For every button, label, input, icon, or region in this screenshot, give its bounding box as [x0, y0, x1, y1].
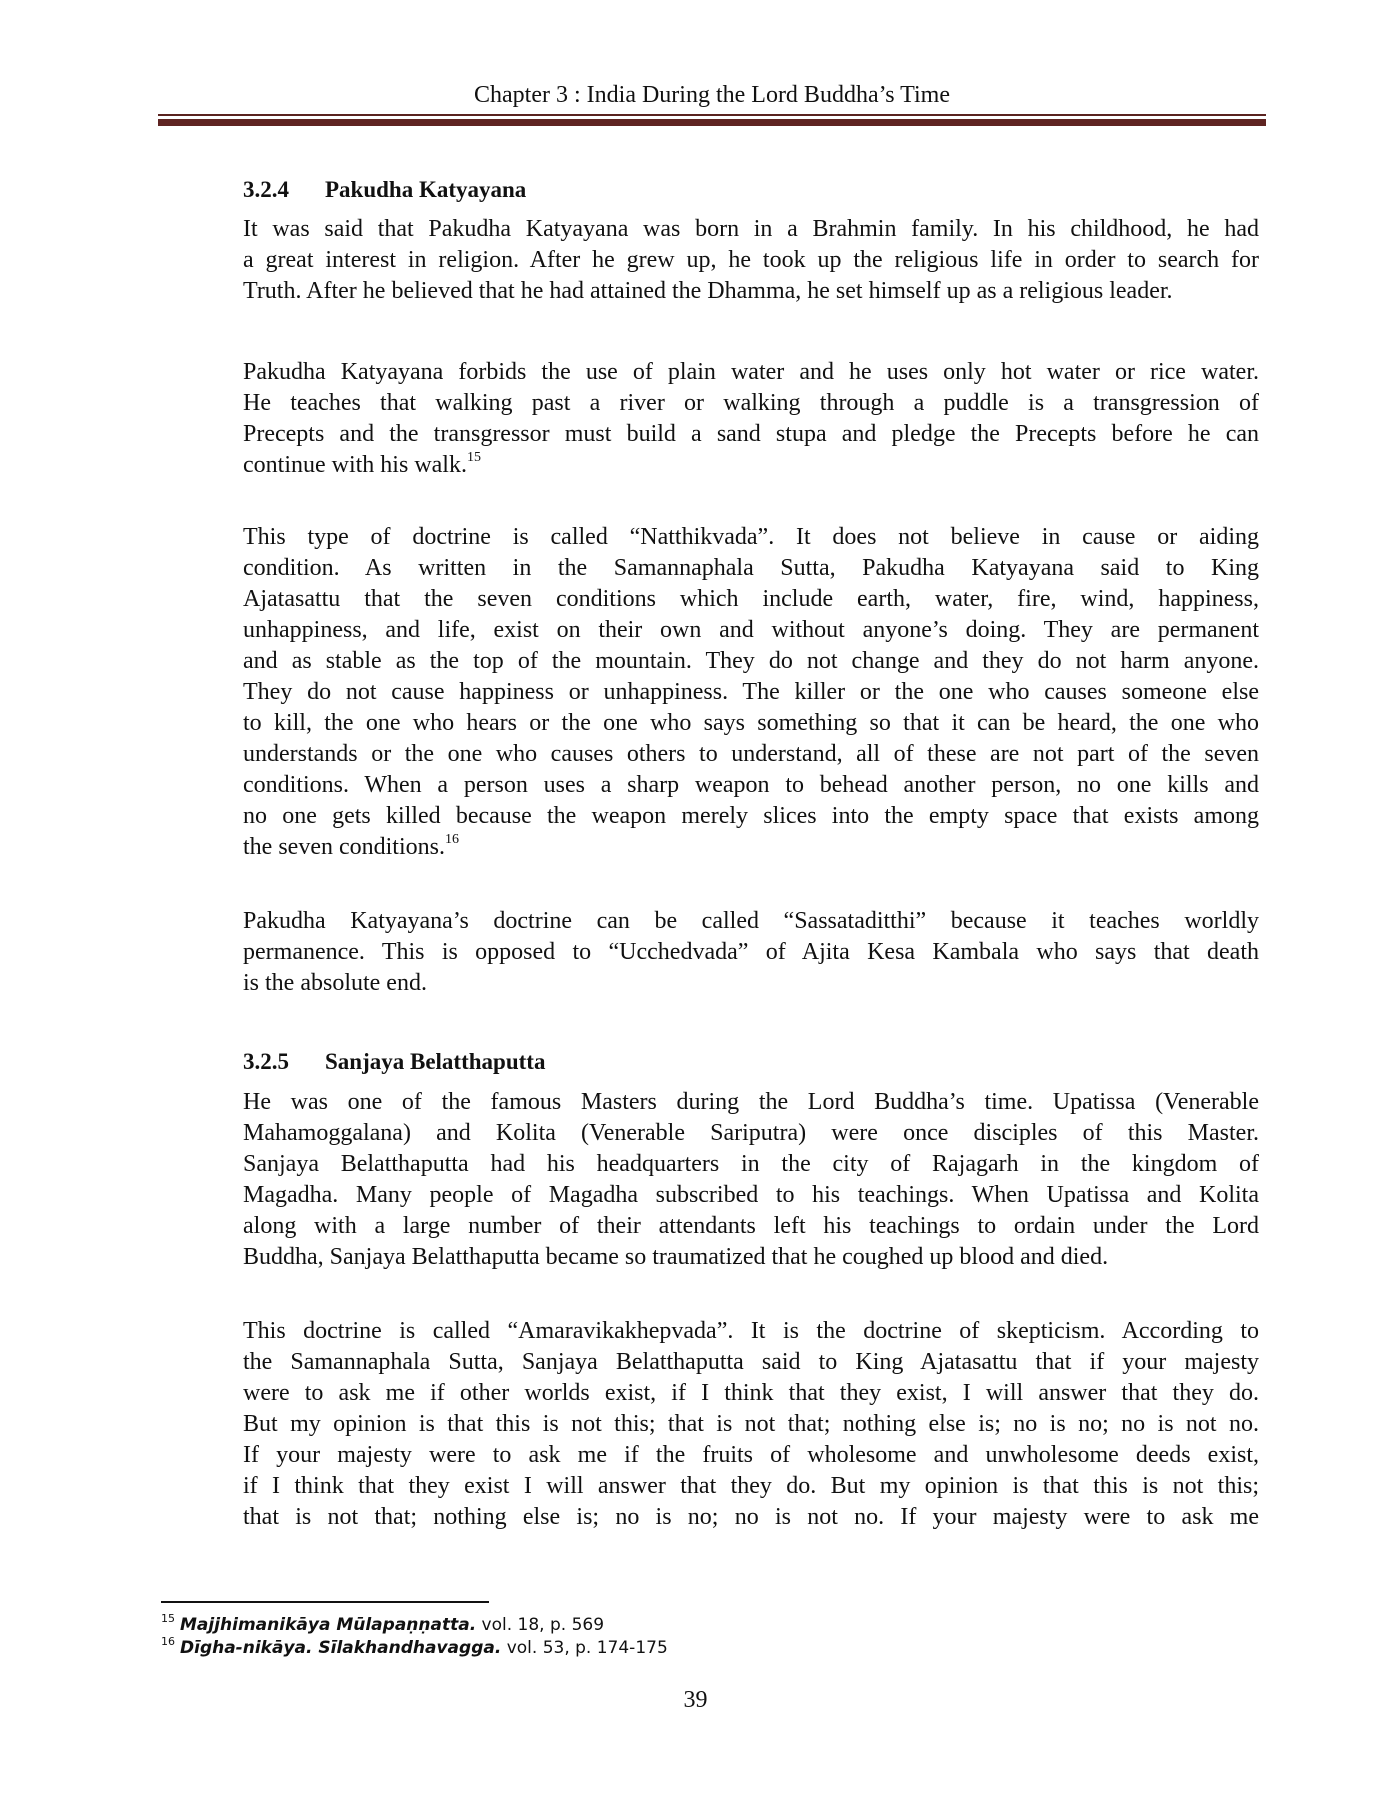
- footnote-16: [161, 1637, 668, 1659]
- paragraph: [243, 214, 1259, 307]
- text-line: if I think that they exist I will answer that they do. But my opinion is that this is not this;: [243, 1473, 1259, 1499]
- text-line: to kill, the one who hears or the one who says something so that it can be heard, the one who: [243, 710, 1259, 736]
- section-heading-3-2-5: [243, 1048, 545, 1076]
- footnote-source: Dīgha-nikāya. Sīlakhandhavagga.: [180, 1638, 502, 1658]
- section-number: 3.2.4: [243, 177, 289, 202]
- section-heading-3-2-4: [243, 176, 526, 204]
- text-line: along with a large number of their attendants left his teachings to ordain under the Lord: [243, 1213, 1259, 1239]
- text-line: This type of doctrine is called “Natthikvada”. It does not believe in cause or aiding: [243, 524, 1259, 550]
- paragraph: [243, 906, 1259, 999]
- text-line: and as stable as the top of the mountain. They do not change and they do not harm anyone.: [243, 648, 1259, 674]
- text-line: a great interest in religion. After he grew up, he took up the religious life in order to search for: [243, 247, 1259, 273]
- header-rule-thick: [158, 119, 1266, 126]
- text-line: Precepts and the transgressor must build a sand stupa and pledge the Precepts before he can: [243, 421, 1259, 447]
- footnote-source: Majjhimanikāya Mūlapaṇṇatta.: [180, 1615, 477, 1635]
- section-title: Pakudha Katyayana: [325, 177, 527, 202]
- text-line: But my opinion is that this is not this; that is not that; nothing else is; no is no; no is not no.: [243, 1411, 1259, 1437]
- text-line: This doctrine is called “Amaravikakhepvada”. It is the doctrine of skepticism. According to: [243, 1318, 1259, 1344]
- footnote-number: 16: [161, 1635, 175, 1648]
- line-text: the seven conditions.: [243, 834, 445, 860]
- text-line: He teaches that walking past a river or walking through a puddle is a transgression of: [243, 390, 1259, 416]
- footnote-ref-16[interactable]: 16: [444, 832, 459, 847]
- footnote-15: [161, 1614, 604, 1636]
- text-line: Sanjaya Belatthaputta had his headquarters in the city of Rajagarh in the kingdom of: [243, 1151, 1259, 1177]
- text-line: Ajatasattu that the seven conditions which include earth, water, fire, wind, happiness,: [243, 586, 1259, 612]
- text-line: If your majesty were to ask me if the fruits of wholesome and unwholesome deeds exist,: [243, 1442, 1259, 1468]
- text-line: [243, 832, 1259, 863]
- paragraph: [243, 522, 1259, 863]
- text-line: permanence. This is opposed to “Ucchedvada” of Ajita Kesa Kambala who says that death: [243, 939, 1259, 965]
- footnote-separator: [161, 1601, 489, 1603]
- footnote-number: 15: [161, 1612, 175, 1625]
- page-number: 39: [683, 1687, 708, 1713]
- text-line: understands or the one who causes others to understand, all of these are not part of the seven: [243, 741, 1259, 767]
- text-line: that is not that; nothing else is; no is no; no is not no. If your majesty were to ask me: [243, 1504, 1259, 1530]
- paragraph: [243, 1316, 1259, 1533]
- text-line: condition. As written in the Samannaphala Sutta, Pakudha Katyayana said to King: [243, 555, 1259, 581]
- text-line: Magadha. Many people of Magadha subscribed to his teachings. When Upatissa and Kolita: [243, 1182, 1259, 1208]
- text-line: Mahamoggalana) and Kolita (Venerable Sariputra) were once disciples of this Master.: [243, 1120, 1259, 1146]
- paragraph: [243, 1087, 1259, 1273]
- text-line: the Samannaphala Sutta, Sanjaya Belatthaputta said to King Ajatasattu that if your majesty: [243, 1349, 1259, 1375]
- text-line: conditions. When a person uses a sharp weapon to behead another person, no one kills and: [243, 772, 1259, 798]
- footnote-ref-15[interactable]: 15: [466, 450, 481, 465]
- text-line: is the absolute end.: [243, 970, 427, 996]
- line-text: continue with his walk.: [243, 452, 467, 478]
- section-title: Sanjaya Belatthaputta: [325, 1049, 546, 1074]
- text-line: [243, 450, 1259, 481]
- header-rule-thin: [158, 114, 1266, 116]
- text-line: It was said that Pakudha Katyayana was born in a Brahmin family. In his childhood, he had: [243, 216, 1259, 242]
- section-number: 3.2.5: [243, 1049, 289, 1074]
- text-line: They do not cause happiness or unhappiness. The killer or the one who causes someone else: [243, 679, 1259, 705]
- footnote-detail: vol. 53, p. 174-175: [501, 1638, 668, 1658]
- text-line: Buddha, Sanjaya Belatthaputta became so traumatized that he coughed up blood and died.: [243, 1244, 1109, 1270]
- text-line: Pakudha Katyayana forbids the use of plain water and he uses only hot water or rice water.: [243, 359, 1259, 385]
- paragraph: [243, 357, 1259, 481]
- text-line: were to ask me if other worlds exist, if I think that they exist, I will answer that they do.: [243, 1380, 1259, 1406]
- text-line: no one gets killed because the weapon merely slices into the empty space that exists among: [243, 803, 1259, 829]
- text-line: Truth. After he believed that he had attained the Dhamma, he set himself up as a religious leader.: [243, 278, 1173, 304]
- text-line: unhappiness, and life, exist on their own and without anyone’s doing. They are permanent: [243, 617, 1259, 643]
- text-line: He was one of the famous Masters during the Lord Buddha’s time. Upatissa (Venerable: [243, 1089, 1259, 1115]
- running-header: Chapter 3 : India During the Lord Buddha’s Time: [474, 82, 950, 108]
- footnote-detail: vol. 18, p. 569: [476, 1615, 605, 1635]
- text-line: Pakudha Katyayana’s doctrine can be called “Sassataditthi” because it teaches worldly: [243, 908, 1259, 934]
